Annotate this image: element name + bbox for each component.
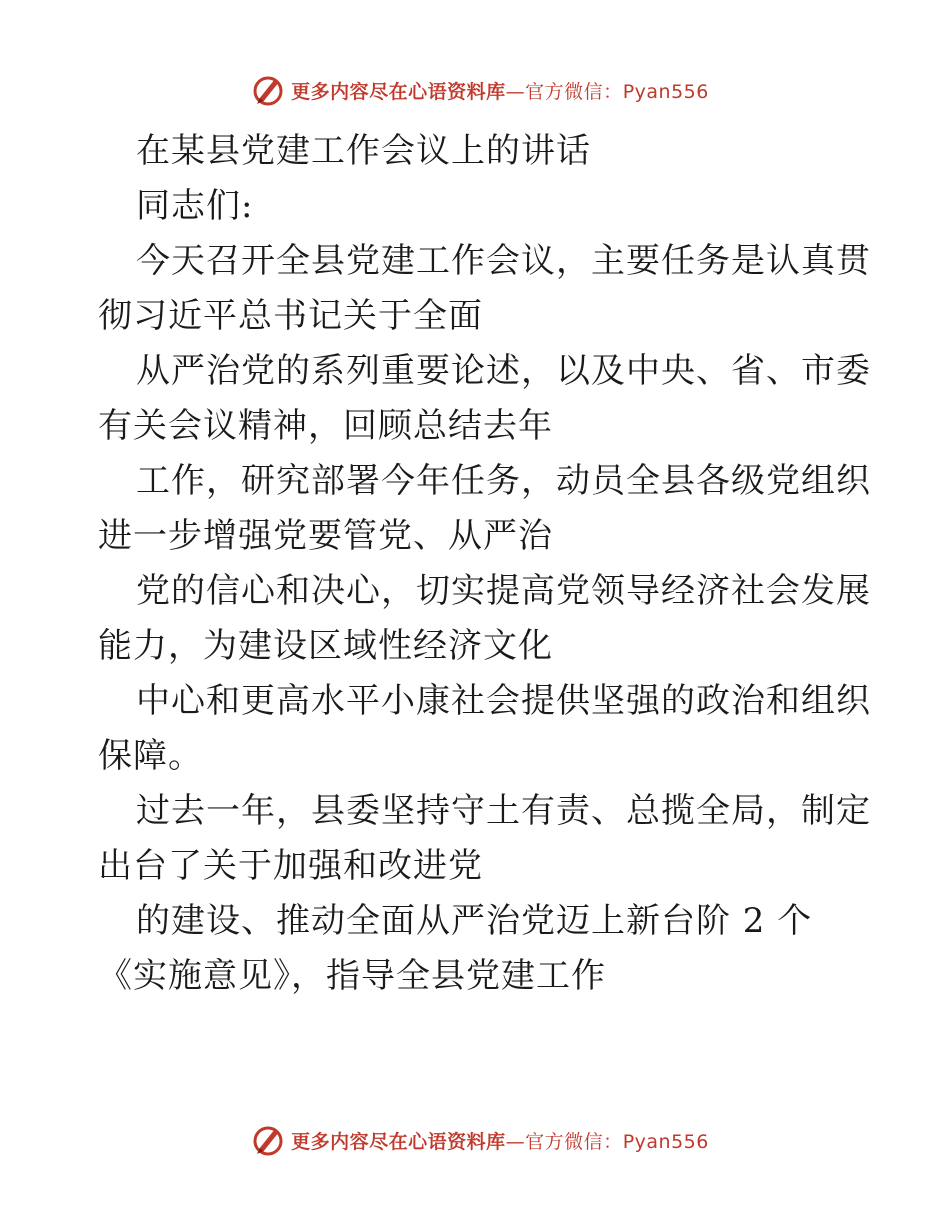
header-banner-text: 更多内容尽在心语资料库—官方微信：Pyan556 — [291, 80, 709, 103]
paragraph-line: 中心和更高水平小康社会提供坚强的政治和组织 — [136, 681, 871, 721]
document-body — [98, 124, 871, 1004]
paragraph-line: 保障。 — [98, 736, 203, 776]
document-title: 在某县党建工作会议上的讲话 — [136, 131, 591, 171]
paragraph-line: 党的信心和决心，切实提高党领导经济社会发展 — [136, 571, 871, 611]
paragraph-line: 彻习近平总书记关于全面 — [98, 296, 483, 336]
paragraph-line: 出台了关于加强和改进党 — [98, 846, 483, 886]
paragraph-line: 过去一年，县委坚持守土有责、总揽全局，制定 — [136, 791, 871, 831]
footer-banner — [0, 1120, 950, 1160]
paragraph-line: 进一步增强党要管党、从严治 — [98, 516, 553, 556]
paragraph-line: 工作，研究部署今年任务，动员全县各级党组织 — [136, 461, 871, 501]
quill-logo-icon — [251, 73, 285, 107]
paragraph-line: 《实施意见》，指导全县党建工作 — [98, 956, 606, 996]
paragraph-line: 能力，为建设区域性经济文化 — [98, 626, 553, 666]
salutation: 同志们: — [136, 186, 254, 226]
quill-logo-icon — [251, 1123, 285, 1157]
footer-banner-text: 更多内容尽在心语资料库—官方微信：Pyan556 — [291, 1130, 709, 1153]
header-banner — [0, 70, 950, 110]
paragraph-line: 今天召开全县党建工作会议，主要任务是认真贯 — [136, 241, 871, 281]
paragraph-line: 的建设、推动全面从严治党迈上新台阶 2 个 — [136, 901, 813, 941]
paragraph-line: 从严治党的系列重要论述，以及中央、省、市委 — [136, 351, 871, 391]
paragraph-line: 有关会议精神，回顾总结去年 — [98, 406, 553, 446]
